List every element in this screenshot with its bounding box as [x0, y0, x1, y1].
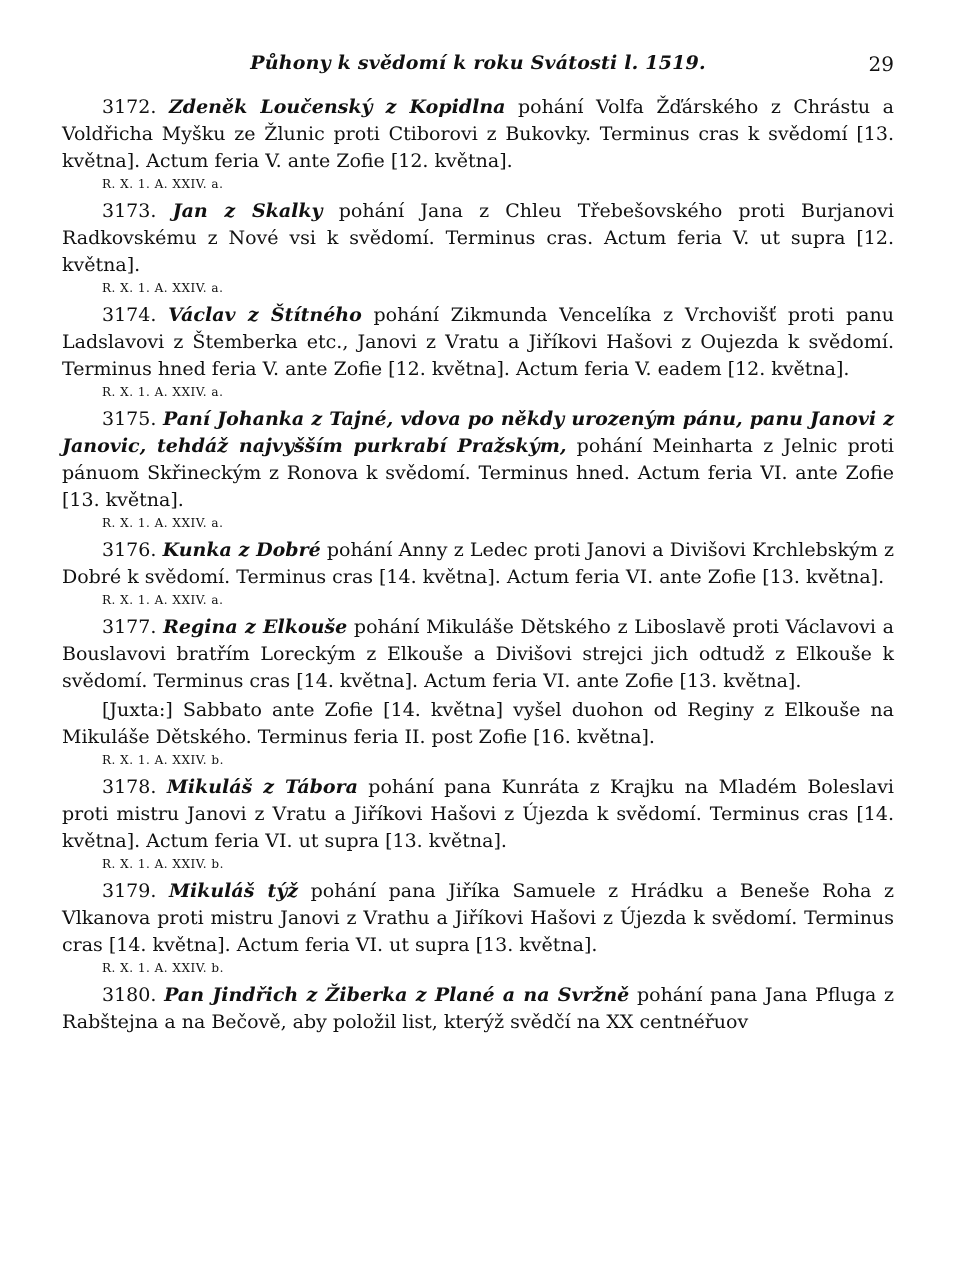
- entry-paragraph: [62, 774, 894, 855]
- entry-3177: [62, 614, 894, 768]
- entry-3180: [62, 982, 894, 1036]
- page-number: 29: [868, 52, 894, 76]
- entry-name: Václav z Štítného: [168, 304, 362, 326]
- entry-paragraph: [62, 982, 894, 1036]
- entry-reference: R. X. 1. A. XXIV. a.: [102, 281, 224, 295]
- entry-text: pohání Meinharta z Jelnic proti pánuom Skřineckým z Ronova k svědomí. Terminus hned. Actum feria VI. ante Zofie [13. května].: [62, 435, 894, 511]
- entry-reference: R. X. 1. A. XXIV. b.: [102, 857, 224, 871]
- entry-name: Regina z Elkouše: [163, 616, 348, 638]
- entry-number: 3176.: [102, 539, 157, 561]
- entry-paragraph: [62, 302, 894, 383]
- entry-text: pohání Anny z Ledec proti Janovi a Divišovi Krchlebským z Dobré k svědomí. Terminus cras [14. května]. Actum feria VI. ante Zofie [13. května].: [62, 539, 894, 588]
- entry-number: 3178.: [102, 776, 157, 798]
- document-page: [62, 52, 894, 1042]
- entry-paragraph: [62, 406, 894, 514]
- entry-paragraph: [62, 614, 894, 695]
- entry-number: 3175.: [102, 408, 157, 430]
- entry-name: Zdeněk Loučenský z Kopidlna: [168, 96, 506, 118]
- entry-text: pohání Mikuláše Dětského z Liboslavě proti Václavovi a Bouslavovi bratřím Loreckým z Elkouše a Divišovi strejci jich odtudž z Elkouše k svědomí. Terminus cras [14. května]. Actum feria VI. ante Zofie [13. května].: [62, 616, 894, 692]
- page-header: [62, 52, 894, 86]
- entry-number: 3173.: [102, 200, 157, 222]
- entry-juxta-paragraph: [Juxta:] Sabbato ante Zofie [14. května] vyšel duohon od Reginy z Elkouše na Mikuláše Dětského. Terminus feria II. post Zofie [16. května].: [62, 699, 894, 748]
- entry-text: pohání Volfa Žďárského z Chrástu a Voldřicha Myšku ze Žlunic proti Ctiborovi z Bukovky. Terminus cras k svědomí [13. května]. Actum feria V. ante Zofie [12. května].: [62, 96, 895, 172]
- entry-name: Paní Johanka z Tajné, vdova po někdy urozeným pánu, panu Janovi z Janovic, tehdáž najvyšším purkrabí Pražským,: [62, 408, 894, 457]
- entry-3179: [62, 878, 894, 976]
- entry-name: Jan z Skalky: [172, 200, 323, 222]
- entry-number: 3172.: [102, 96, 157, 118]
- entry-text: pohání Zikmunda Vencelíka z Vrchovišť proti panu Ladslavovi z Štemberka etc., Janovi z Vratu a Jiříkovi Hašovi z Oujezda k svědomí. Terminus hned feria V. ante Zofie [12. května]. Actum feria V. eadem [12. května].: [62, 304, 894, 380]
- entry-3178: [62, 774, 894, 872]
- entry-number: 3177.: [102, 616, 157, 638]
- entry-text: pohání pana Jiříka Samuele z Hrádku a Beneše Roha z Vlkanova proti mistru Janovi z Vrathu a Jiříkovi Hašovi z Újezda k svědomí. Terminus cras [14. května]. Actum feria VI. ut supra [13. května].: [62, 880, 894, 956]
- entry-reference: R. X. 1. A. XXIV. a.: [102, 385, 224, 399]
- entry-name: Pan Jindřich z Žiberka z Plané a na Svržně: [164, 984, 630, 1006]
- entry-3176: [62, 537, 894, 608]
- entry-number: 3180.: [102, 984, 157, 1006]
- entry-reference: R. X. 1. A. XXIV. a.: [102, 516, 224, 530]
- entry-3172: [62, 94, 894, 192]
- entry-reference: R. X. 1. A. XXIV. a.: [102, 593, 224, 607]
- entry-text: pohání pana Kunráta z Krajku na Mladém Boleslavi proti mistru Janovi z Vratu a Jiříkovi Hašovi z Újezda k svědomí. Terminus cras [14. května]. Actum feria VI. ut supra [13. května].: [62, 776, 894, 852]
- entry-name: Kunka z Dobré: [162, 539, 321, 561]
- entries-list: [62, 94, 894, 1036]
- entry-paragraph: [62, 878, 894, 959]
- entry-reference: R. X. 1. A. XXIV. b.: [102, 961, 224, 975]
- entry-paragraph: [62, 537, 894, 591]
- entry-reference: R. X. 1. A. XXIV. a.: [102, 177, 224, 191]
- entry-text: pohání Jana z Chleu Třebešovského proti Burjanovi Radkovskému z Nové vsi k svědomí. Terminus cras. Actum feria V. ut supra [12. května].: [62, 200, 894, 276]
- entry-3174: [62, 302, 894, 400]
- entry-3175: [62, 406, 894, 531]
- entry-3173: [62, 198, 894, 296]
- entry-paragraph: [62, 94, 894, 175]
- entry-reference: R. X. 1. A. XXIV. b.: [102, 753, 224, 767]
- entry-text: pohání pana Jana Pfluga z Rabštejna a na Bečově, aby položil list, kterýž svědčí na XX centnéřuov: [62, 984, 894, 1033]
- running-title: Půhony k svědomí k roku Svátosti l. 1519.: [250, 52, 706, 74]
- entry-number: 3179.: [102, 880, 157, 902]
- entry-number: 3174.: [102, 304, 157, 326]
- entry-name: Mikuláš z Tábora: [166, 776, 358, 798]
- entry-paragraph: [62, 198, 894, 279]
- entry-name: Mikuláš týž: [168, 880, 299, 902]
